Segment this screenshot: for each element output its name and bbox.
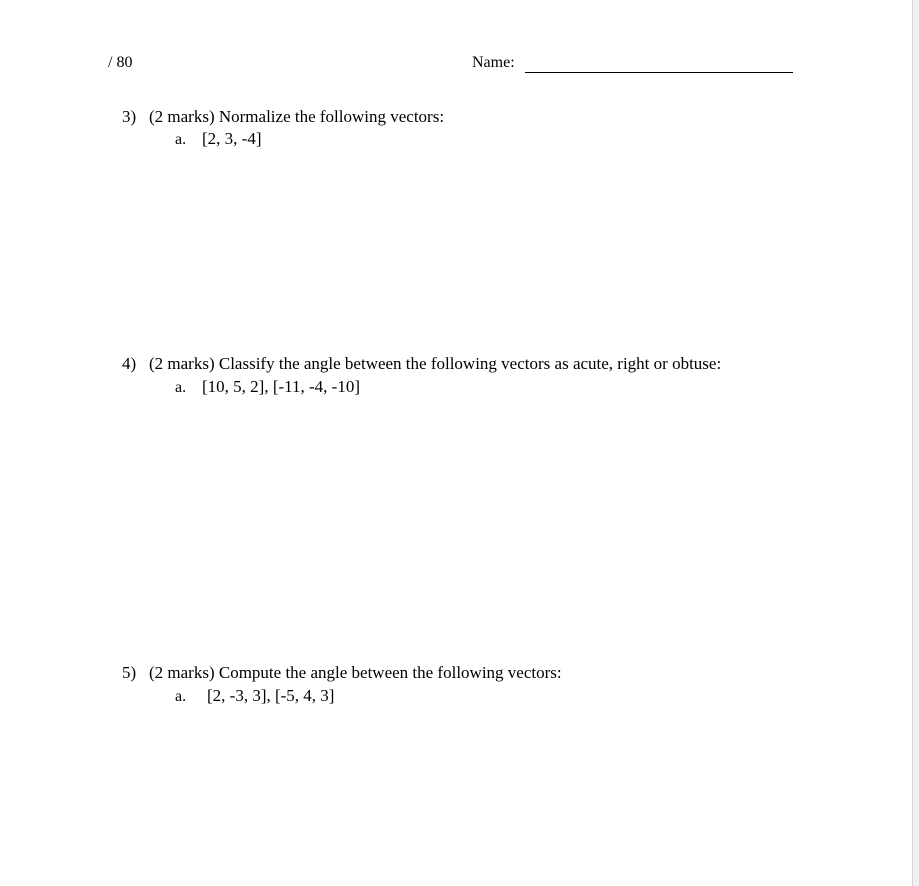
- question-3: [122, 107, 444, 127]
- question-text: (2 marks) Compute the angle between the following vectors:: [149, 663, 562, 682]
- sub-item-text: [2, -3, 3], [-5, 4, 3]: [207, 686, 335, 705]
- question-number: 4): [122, 354, 137, 373]
- question-text: (2 marks) Classify the angle between the following vectors as acute, right or obtuse:: [149, 354, 722, 373]
- question-4-part-a: [175, 377, 360, 398]
- question-number: 3): [122, 107, 137, 126]
- total-score: / 80: [108, 54, 133, 71]
- sub-item-letter: a.: [175, 688, 187, 705]
- name-blank-line: [525, 72, 793, 73]
- sub-item-letter: a.: [175, 379, 187, 396]
- question-5: [122, 663, 562, 683]
- question-4: [122, 354, 721, 374]
- sub-item-letter: a.: [175, 131, 187, 148]
- sub-item-text: [10, 5, 2], [-11, -4, -10]: [202, 377, 360, 396]
- sub-item-text: [2, 3, -4]: [202, 129, 262, 148]
- question-number: 5): [122, 663, 137, 682]
- question-3-part-a: [175, 129, 261, 150]
- viewer-right-edge: [912, 0, 919, 886]
- question-5-part-a: [175, 686, 334, 707]
- question-text: (2 marks) Normalize the following vectors:: [149, 107, 445, 126]
- name-label: Name:: [472, 54, 515, 71]
